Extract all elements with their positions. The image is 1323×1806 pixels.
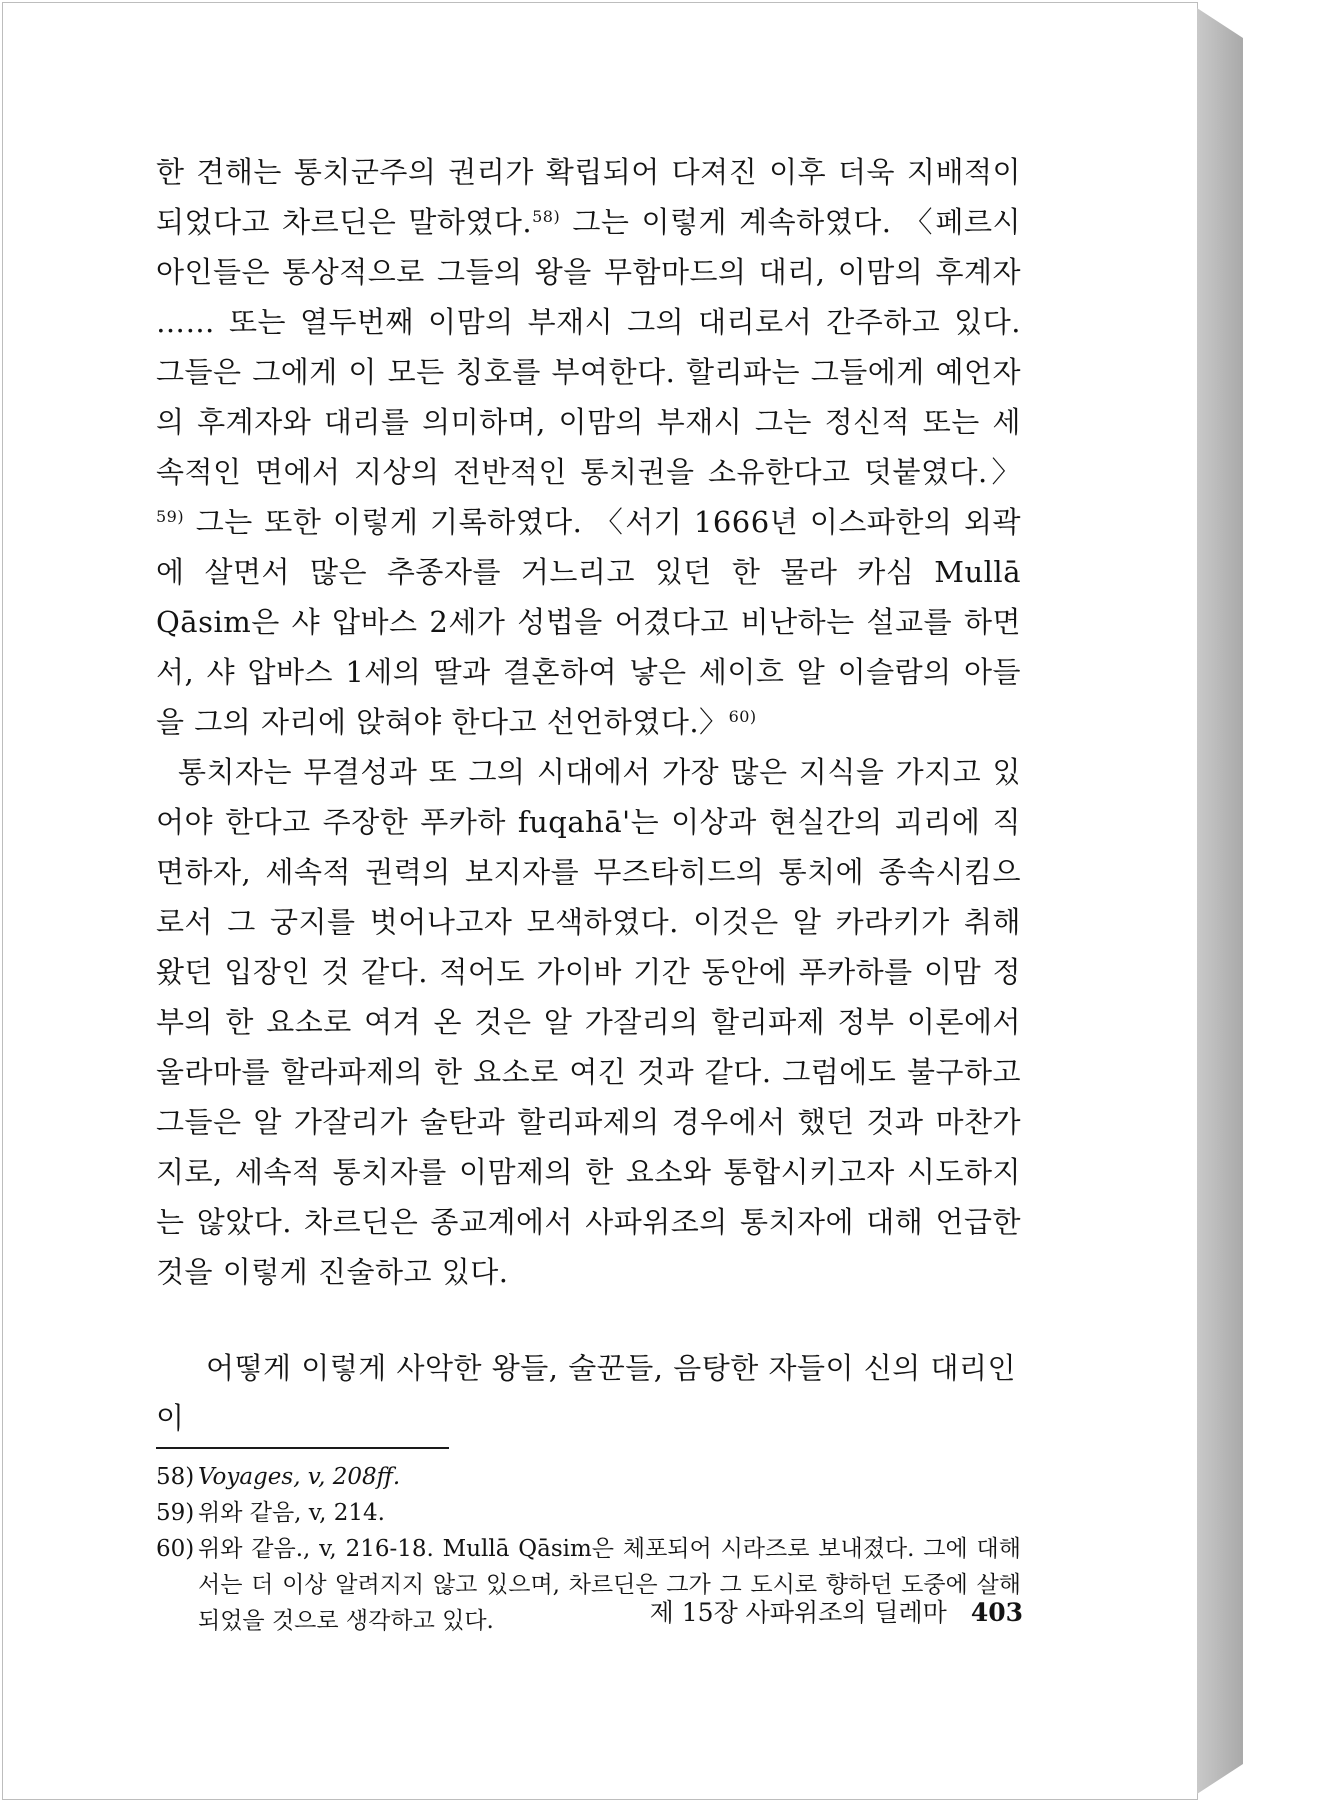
footnote-number: 58): [156, 1464, 195, 1490]
page-stack-edge: [1197, 8, 1243, 1794]
footnote-59: [156, 1495, 1021, 1531]
page-content: [156, 147, 1021, 1639]
footnote-divider: [156, 1447, 449, 1449]
page-number: 403: [970, 1598, 1023, 1627]
chapter-title: 제 15장 사파위조의 딜레마: [649, 1598, 947, 1627]
body-paragraph-1: [156, 147, 1021, 747]
footnote-ref-60: 60): [728, 707, 757, 726]
running-footer: [603, 1593, 1023, 1629]
footnote-number: 59): [156, 1500, 195, 1526]
quotation-start: 어떻게 이렇게 사악한 왕들, 술꾼들, 음탕한 자들이 신의 대리인이: [156, 1351, 1017, 1435]
footnote-text: 위와 같음., v, 216-18. Mullā Qāsim은 체포되어 시라즈로 보내졌다. 그에 대해서는 더 이상 알려지지 않고 있으며, 차르딘은 그가 그 도시로 향하던 도중에 살해되었을 것으로 생각하고 있다.: [198, 1536, 1021, 1634]
paragraph-1-text-b: 그는 이렇게 계속하였다. 〈페르시아인들은 통상적으로 그들의 왕을 무함마드의 대리, 이맘의 후계자 …… 또는 열두번째 이맘의 부재시 그의 대리로서 간주하고 있다. 그들은 그에게 이 모든 칭호를 부여한다. 할리파는 그들에게 예언자의 후계자와 대리를 의미하며, 이맘의 부재시 그는 정신적 또는 세속적인 면에서 지상의 전반적인 통치권을 소유한다고 덧붙였다.〉: [156, 205, 1021, 489]
footnote-ref-59: 59): [156, 507, 185, 526]
paragraph-1-text-c: 그는 또한 이렇게 기록하였다. 〈서기 1666년 이스파한의 외곽에 살면서 많은 추종자를 거느리고 있던 한 물라 카심 Mullā Qāsim은 샤 압바스 2세가 성법을 어겼다고 비난하는 설교를 하면서, 샤 압바스 1세의 딸과 결혼하여 낳은 세이흐 알 이슬람의 아들을 그의 자리에 앉혀야 한다고 선언하였다.〉: [156, 505, 1021, 739]
footnote-58: [156, 1459, 1021, 1495]
paragraph-1-text-a: 한 견해는 통치군주의 권리가 확립되어 다져진 이후 더욱 지배적이 되었다고 차르딘은 말하였다.: [156, 155, 1021, 239]
footnote-text: Voyages, v, 208ff.: [198, 1464, 401, 1490]
body-paragraph-2: 통치자는 무결성과 또 그의 시대에서 가장 많은 지식을 가지고 있어야 한다고 주장한 푸카하 fuqahā'는 이상과 현실간의 괴리에 직면하자, 세속적 권력의 보지자를 무즈타히드의 통치에 종속시킴으로서 그 궁지를 벗어나고자 모색하였다. 이것은 알 카라키가 취해 왔던 입장인 것 같다. 적어도 가이바 기간 동안에 푸카하를 이맘 정부의 한 요소로 여겨 온 것은 알 가잘리의 할리파제 정부 이론에서 울라마를 할라파제의 한 요소로 여긴 것과 같다. 그럼에도 불구하고 그들은 알 가잘리가 술탄과 할리파제의 경우에서 했던 것과 마찬가지로, 세속적 통치자를 이맘제의 한 요소와 통합시키고자 시도하지는 않았다. 차르딘은 종교계에서 사파위조의 통치자에 대해 언급한 것을 이렇게 진술하고 있다.: [156, 755, 1021, 1289]
footnote-text: 위와 같음, v, 214.: [198, 1500, 385, 1526]
footnote-number: 60): [156, 1536, 195, 1562]
book-page: [2, 2, 1198, 1800]
footnote-ref-58: 58): [532, 207, 561, 226]
